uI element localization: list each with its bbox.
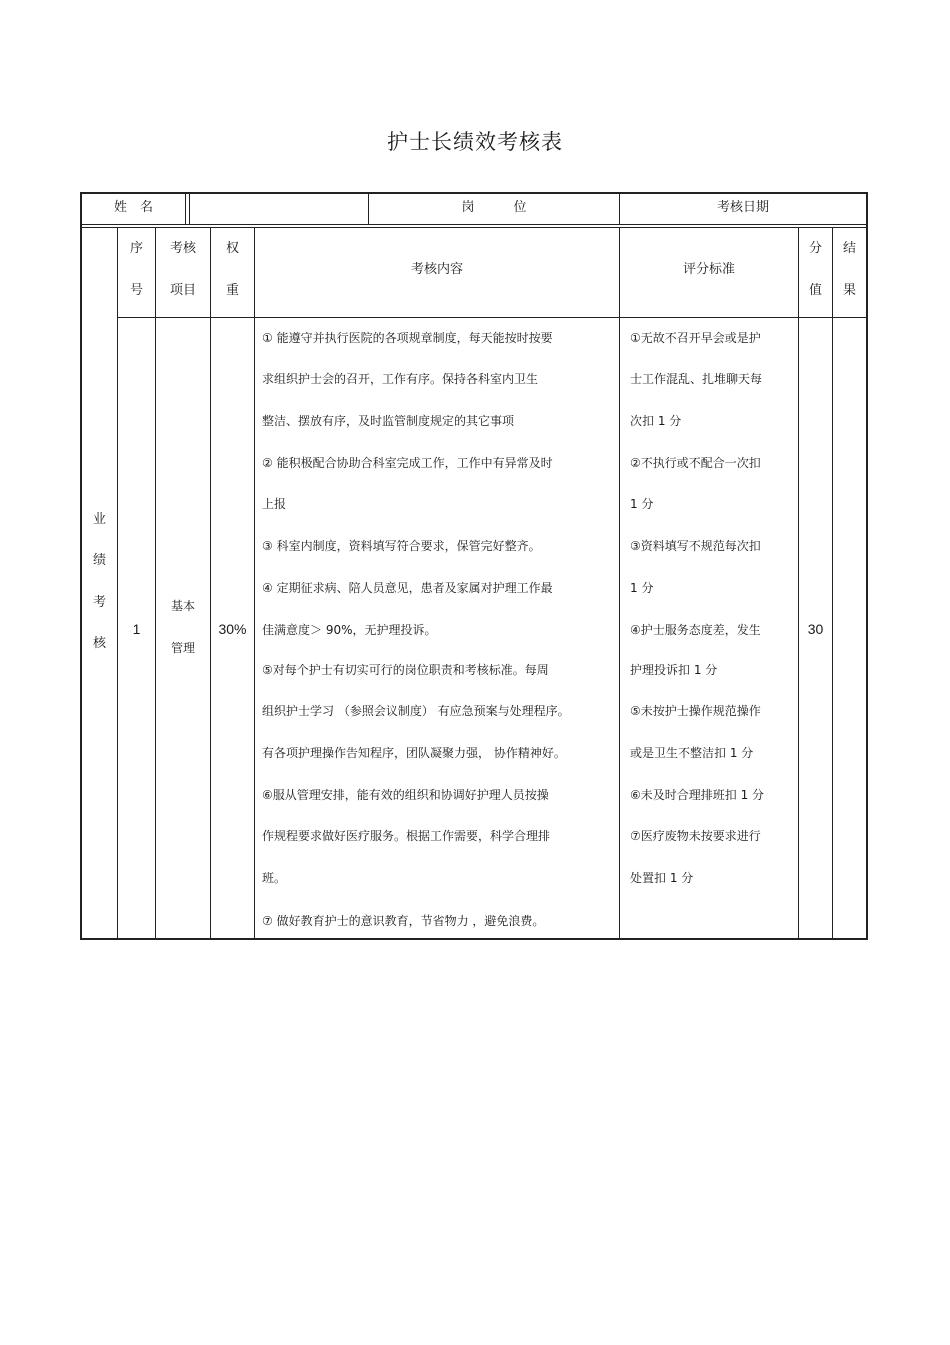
content-line: ① 能遵守并执行医院的各项规章制度，每天能按时按要 <box>262 331 553 345</box>
col-sep-seq <box>155 228 156 939</box>
criteria-line: ③资料填写不规范每次扣 <box>630 539 761 553</box>
content-line: ③ 科室内制度，资料填写符合要求，保管完好整齐。 <box>262 539 541 553</box>
criteria-line: ④护士服务态度差，发生 <box>630 623 761 637</box>
content-line: 有各项护理操作告知程序，团队凝聚力强， 协作精神好。 <box>262 746 566 760</box>
content-line: 组织护士学习 （参照会议制度） 有应急预案与处理程序。 <box>262 704 570 718</box>
criteria-line: 1 分 <box>630 581 654 595</box>
content-line: ⑤对每个护士有切实可行的岗位职责和考核标准。每周 <box>262 663 549 677</box>
col-sep-category <box>117 228 118 939</box>
row-weight: 30% <box>218 621 247 637</box>
column-header-divider <box>117 317 868 318</box>
content-line: 整洁、摆放有序，及时监管制度规定的其它事项 <box>262 414 515 428</box>
table-border-bottom <box>80 938 868 940</box>
col-header-score-1: 分 <box>808 241 822 256</box>
col-sep-score <box>832 228 833 939</box>
col-header-seq-1: 序 <box>129 241 143 256</box>
criteria-line: 处置扣 1 分 <box>630 871 694 885</box>
col-header-item-1: 考核 <box>169 241 196 256</box>
category-char-2: 绩 <box>92 553 106 568</box>
content-line: 求组织护士会的召开，工作有序。保持各科室内卫生 <box>262 372 539 386</box>
row-seq: 1 <box>132 621 141 637</box>
position-label: 岗 位 <box>461 200 527 215</box>
content-line: 上报 <box>262 497 287 511</box>
content-line: ② 能积极配合协助合科室完成工作，工作中有异常及时 <box>262 456 553 470</box>
header-sep-1b <box>189 194 190 225</box>
header-divider-2 <box>80 227 868 228</box>
col-header-weight-1: 权 <box>225 241 239 256</box>
criteria-line: 士工作混乱、扎堆聊天每 <box>630 372 763 386</box>
col-header-item-2: 项目 <box>169 283 196 298</box>
content-line: 作规程要求做好医疗服务。根据工作需要，科学合理排 <box>262 829 551 843</box>
col-sep-content <box>619 228 620 939</box>
criteria-line: 次扣 1 分 <box>630 414 682 428</box>
criteria-line: ⑥未及时合理排班扣 1 分 <box>630 788 765 802</box>
content-line: ⑥服从管理安排，能有效的组织和协调好护理人员按操 <box>262 788 549 802</box>
col-header-score-2: 值 <box>808 283 822 298</box>
col-header-result-2: 果 <box>842 283 856 298</box>
col-header-result-1: 结 <box>842 241 856 256</box>
row-item-2: 管理 <box>170 641 195 655</box>
criteria-line: 或是卫生不整洁扣 1 分 <box>630 746 754 760</box>
row-item-1: 基本 <box>170 599 195 613</box>
col-header-criteria: 评分标准 <box>682 262 735 277</box>
date-label: 考核日期 <box>716 200 769 215</box>
criteria-line: ⑦医疗废物未按要求进行 <box>630 829 761 843</box>
category-char-4: 核 <box>92 636 106 651</box>
page-title: 护士长绩效考核表 <box>387 130 563 154</box>
content-line: ⑦ 做好教育护士的意识教育，节省物力 ，避免浪费。 <box>262 914 545 928</box>
criteria-line: ①无故不召开早会或是护 <box>630 331 761 345</box>
criteria-line: 护理投诉扣 1 分 <box>630 663 718 677</box>
col-header-content: 考核内容 <box>410 262 463 277</box>
content-line: 班。 <box>262 871 287 885</box>
content-line: 佳满意度＞ 90%，无护理投诉。 <box>262 623 437 637</box>
col-header-weight-2: 重 <box>225 283 239 298</box>
header-sep-1 <box>185 194 186 225</box>
criteria-line: ②不执行或不配合一次扣 <box>630 456 761 470</box>
content-line: ④ 定期征求病、陪人员意见，患者及家属对护理工作最 <box>262 581 553 595</box>
criteria-line: 1 分 <box>630 497 654 511</box>
col-sep-criteria <box>798 228 799 939</box>
row-score: 30 <box>807 621 824 637</box>
col-sep-item <box>210 228 211 939</box>
table-border-top <box>80 192 868 194</box>
category-char-3: 考 <box>92 595 106 610</box>
criteria-line: ⑤未按护士操作规范操作 <box>630 704 761 718</box>
col-sep-weight <box>254 228 255 939</box>
col-header-seq-2: 号 <box>129 283 143 298</box>
table-border-right <box>866 192 868 940</box>
header-divider <box>80 224 868 225</box>
category-char-1: 业 <box>92 512 106 527</box>
name-label: 姓 名 <box>113 200 153 215</box>
